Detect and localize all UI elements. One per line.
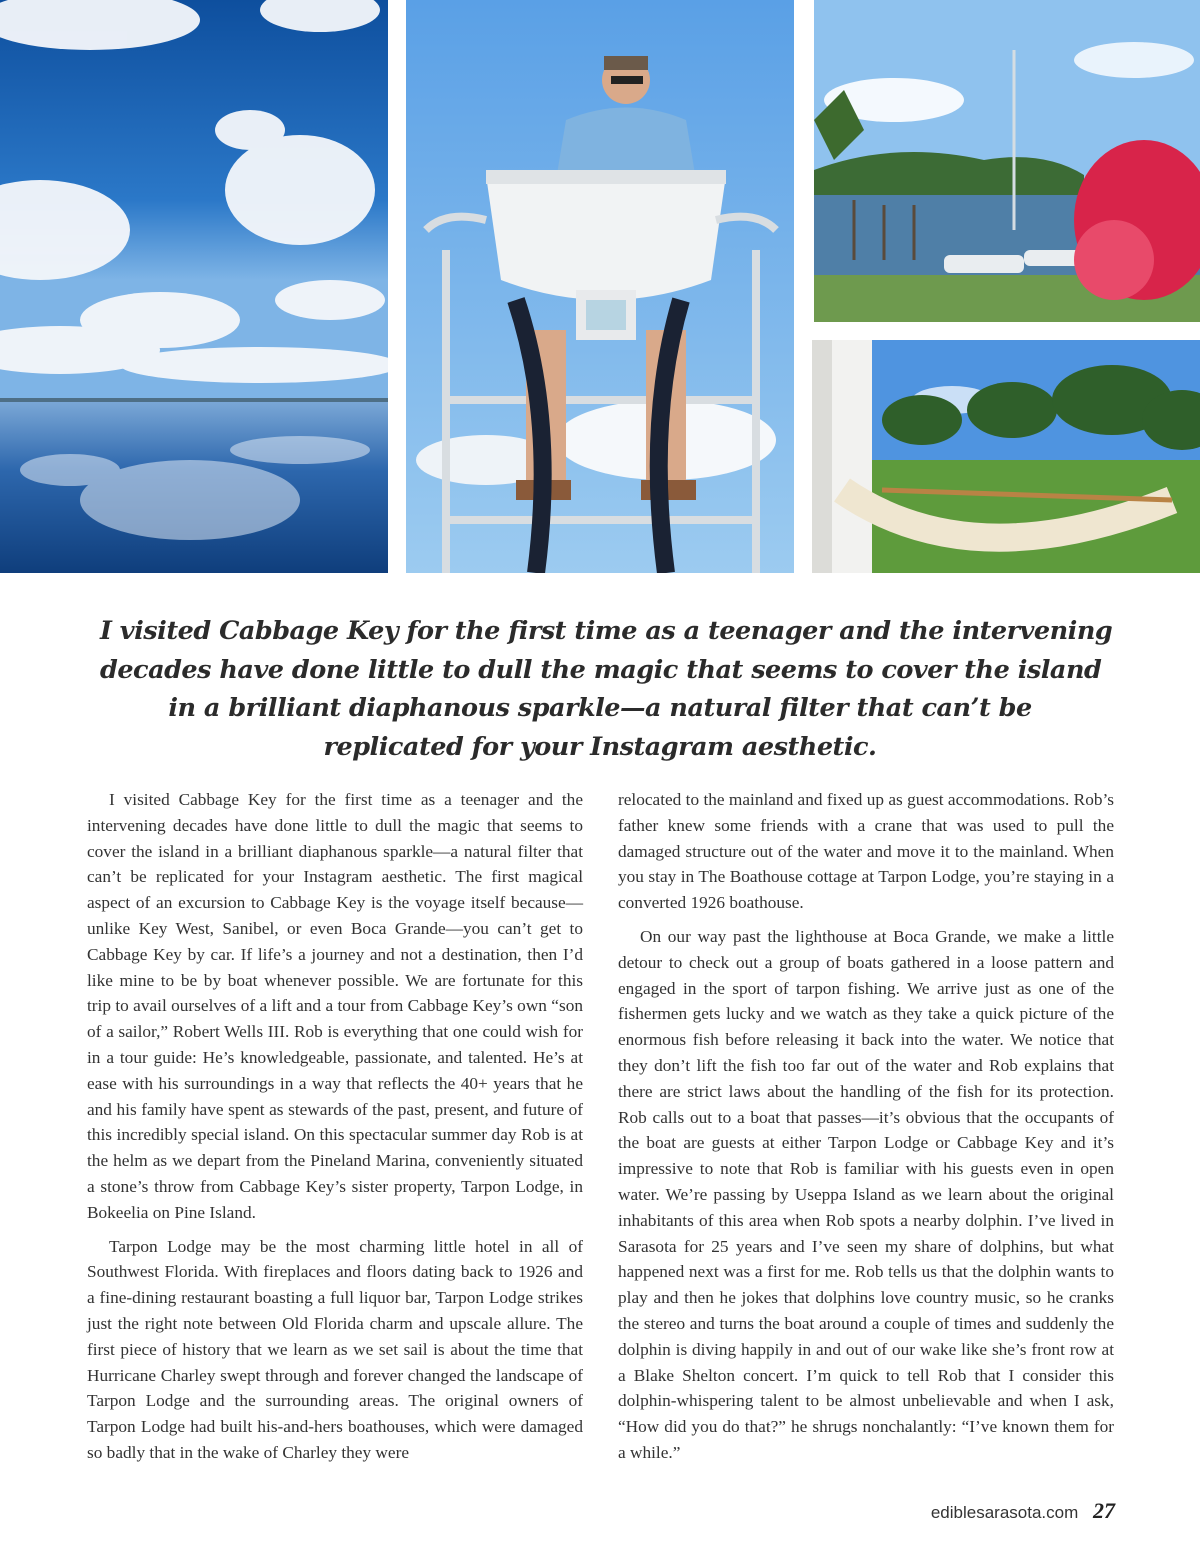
sky-water-image: [0, 0, 388, 573]
page-number: 27: [1093, 1498, 1115, 1523]
captain-image: [406, 0, 794, 573]
article-paragraph: relocated to the mainland and fixed up as guest accommodations. Rob’s father knew some friends with a crane that was used to pull the damaged structure out of the water and move it to the mainland. When you stay in The Boathouse cottage at Tarpon Lodge, you’re staying in a converted 1926 boathouse.: [618, 790, 1114, 913]
pull-quote: [100, 612, 1113, 766]
article-column-left: [87, 787, 583, 1474]
marina-image: [814, 0, 1200, 322]
article-paragraph: Tarpon Lodge may be the most charming little hotel in all of Southwest Florida. With fireplaces and floors dating back to 1926 and a fine-dining restaurant boasting a full liquor bar, Tarpon Lodge strikes just the right note between Old Florida charm and upscale allure. The first piece of history that we learn as we set sail is about the time that Hurricane Charley swept through and forever changed the landscape of Tarpon Lodge and the surrounding areas. The original owners of Tarpon Lodge had built his-and-hers boathouses, which were damaged so badly that in the wake of Charley they were: [87, 1236, 583, 1462]
pull-quote-line: replicated for your Instagram aesthetic.: [323, 731, 877, 762]
photo-hammock: [812, 340, 1200, 573]
page-footer: [931, 1498, 1115, 1524]
article-paragraph: I visited Cabbage Key for the first time as a teenager and the intervening decades have done little to dull the magic that seems to cover the island in a brilliant diaphanous sparkle—a natural filter that can’t be replicated for your Instagram aesthetic. The first magical aspect of an excursion to Cabbage Key is the voyage itself because—unlike Key West, Sanibel, or even Boca Grande—you can’t get to Cabbage Key by car. If life’s a journey and not a destination, then I’d like mine to be by boat whenever possible. We are fortunate for this trip to avail ourselves of a lift and a tour from Cabbage Key’s own “son of a sailor,” Robert Wells III. Rob is everything that one could wish for in a tour guide: He’s knowledgeable, passionate, and talented. He’s at ease with his surroundings in a way that reflects the 40+ years that he and his family have spent as stewards of the past, present, and future of this incredibly special island. On this spectacular summer day Rob is at the helm as we depart from the Pineland Marina, conveniently situated a stone’s throw from Cabbage Key’s sister property, Tarpon Lodge, in Bokeelia on Pine Island.: [87, 790, 583, 1222]
photo-sky-water: [0, 0, 388, 573]
article-paragraph: On our way past the lighthouse at Boca Grande, we make a little detour to check out a group of boats gathered in a loose pattern and engaged in the sport of tarpon fishing. We arrive just as one of the fishermen gets lucky and we watch as they take a quick picture of the enormous fish before releasing it back into the water. We notice that they don’t lift the fish too far out of the water and Rob explains that there are strict laws about the handling of the fish for its protection. Rob calls out to a boat that passes—it’s obvious that the occupants of the boat are guests at either Tarpon Lodge or Cabbage Key and it’s impressive to note that Rob is familiar with his guests even in open water. We’re passing by Useppa Island as we learn about the original inhabitants of this area when Rob spots a nearby dolphin. I’ve lived in Sarasota for 25 years and I’ve seen my share of dolphins, but what happened next was a first for me. Rob tells us that the dolphin wants to play and then he jokes that dolphins love country music, so he cranks the stereo and turns the boat around a couple of times and suddenly the dolphin is diving happily in and out of our wake like she’s front row at a Blake Shelton concert. I’m quick to tell Rob that I consider this dolphin-whispering talent to be almost unbelievable and when I ask, “How did you do that?” he shrugs nonchalantly: “I’ve known them for a while.”: [618, 926, 1114, 1462]
hammock-image: [812, 340, 1200, 573]
site-url[interactable]: ediblesarasota.com: [930, 1503, 1079, 1522]
pull-quote-line: I visited Cabbage Key for the first time as a teenager and the intervening: [100, 616, 1113, 646]
photo-captain-tower: [406, 0, 794, 573]
article-column-right: [618, 787, 1114, 1474]
pull-quote-line: decades have done little to dull the magic that seems to cover the island: [100, 654, 1102, 685]
pull-quote-line: in a brilliant diaphanous sparkle—a natural filter that can’t be: [168, 693, 1032, 723]
photo-marina: [814, 0, 1200, 322]
